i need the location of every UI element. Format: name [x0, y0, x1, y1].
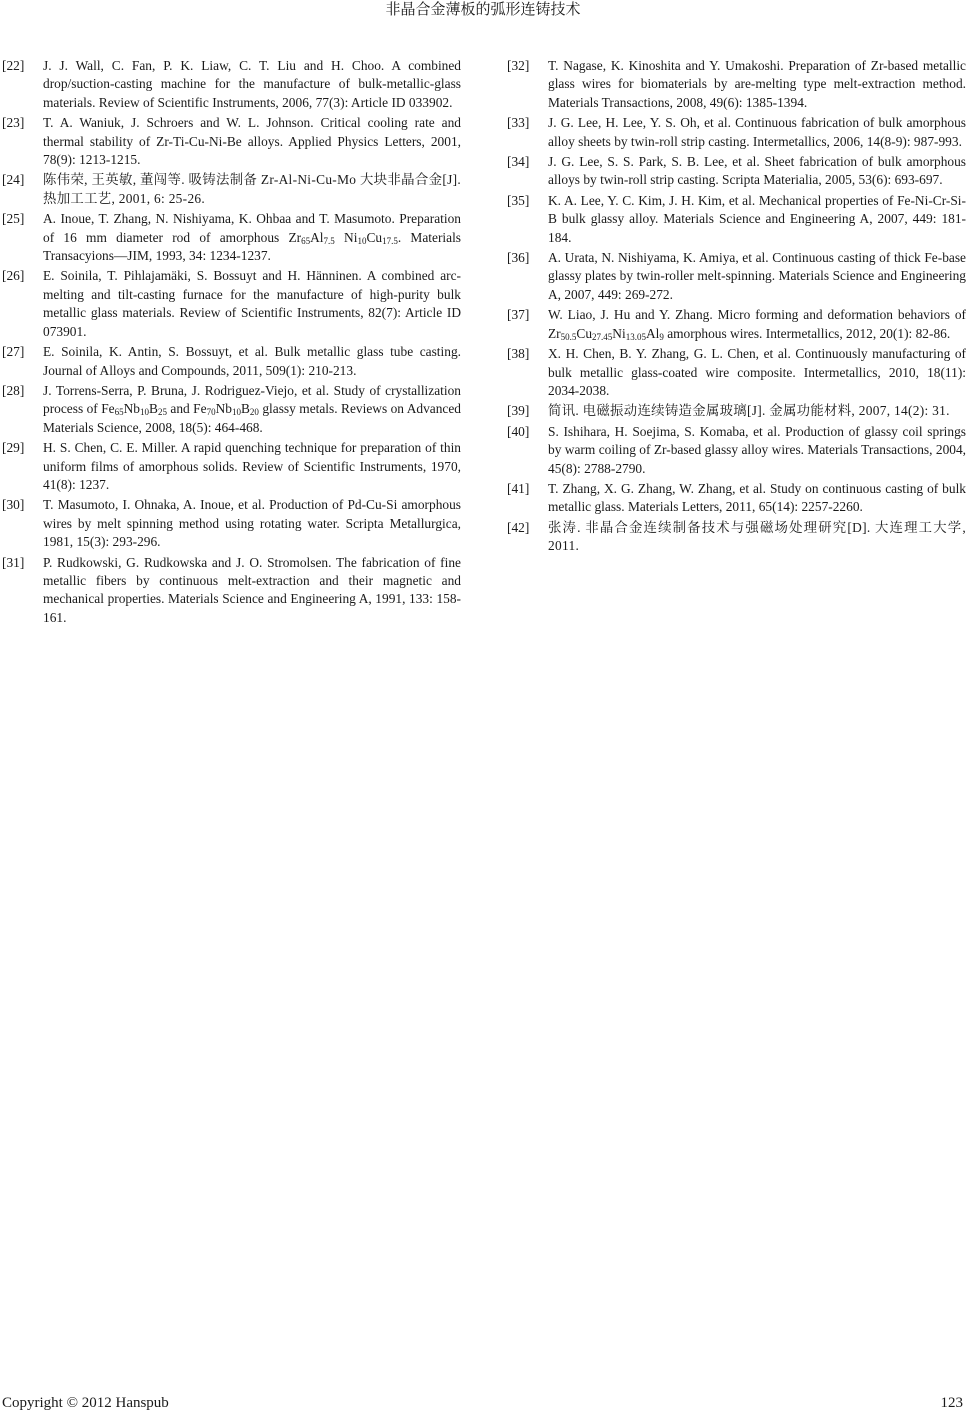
- reference-entry: [2, 496, 461, 551]
- reference-entry: [2, 210, 461, 265]
- reference-number: [23]: [2, 115, 25, 131]
- reference-entry: [2, 171, 461, 208]
- reference-text: J. G. Lee, S. S. Park, S. B. Lee, et al. Sheet fabrication of bulk amorphous alloys by twin-roll strip casting. Scripta Materialia, 2005, 53(6): 693-697.: [548, 154, 966, 188]
- reference-entry: [2, 267, 461, 341]
- references-right-column: [507, 57, 966, 558]
- reference-number: [22]: [2, 58, 25, 73]
- subscript: 10: [357, 235, 367, 246]
- reference-text: 简讯. 电磁振动连续铸造金属玻璃[J]. 金属功能材料, 2007, 14(2): 31.: [548, 403, 950, 419]
- reference-number: [31]: [2, 554, 25, 570]
- reference-number: [25]: [2, 211, 25, 227]
- reference-number: [24]: [2, 172, 25, 188]
- subscript: 70: [206, 407, 216, 418]
- reference-entry: [2, 343, 461, 380]
- reference-entry: [507, 192, 966, 247]
- reference-number: [40]: [507, 423, 530, 439]
- running-header: [0, 0, 966, 24]
- reference-text: J. J. Wall, C. Fan, P. K. Liaw, C. T. Liu and H. Choo. A combined drop/suction-casting machine for the manufacture of bulk-metallic-glass materials. Review of Scientific Instruments, 2006, 77(3): Article ID 033902.: [43, 58, 461, 110]
- reference-text: S. Ishihara, H. Soejima, S. Komaba, et al. Production of glassy coil springs by warm coiling of Zr-based glassy alloy wires. Materials Transactions, 2004, 45(8): 2788-2790.: [548, 423, 966, 476]
- reference-number: [26]: [2, 268, 25, 284]
- subscript: 9: [659, 331, 664, 342]
- footer-page-number: 123: [940, 1395, 963, 1411]
- reference-entry: [2, 114, 461, 169]
- reference-text: X. H. Chen, B. Y. Zhang, G. L. Chen, et al. Continuously manufacturing of bulk metallic glass-coated wire composite. Intermetallics, 2010, 18(11): 2034-2038.: [548, 346, 966, 398]
- reference-number: [27]: [2, 344, 25, 360]
- reference-number: [30]: [2, 497, 25, 513]
- reference-text: T. Nagase, K. Kinoshita and Y. Umakoshi. Preparation of Zr-based metallic glass wires for biomaterials by are-melting type melt-extraction method. Materials Transactions, 2008, 49(6): 1385-1394.: [548, 58, 966, 110]
- subscript: 10: [140, 407, 149, 418]
- subscript: 10: [231, 407, 241, 418]
- subscript: 17.5: [382, 235, 398, 246]
- subscript: 25: [157, 407, 167, 418]
- reference-number: [34]: [507, 154, 530, 170]
- reference-text: W. Liao, J. Hu and Y. Zhang. Micro forming and deformation behaviors of $Zr_{50.5}Cu_{27.45}Ni_{13.05}Al_9$ amorphous wires. Intermetallics, 2012, 20(1): 82-86.: [548, 307, 966, 342]
- reference-entry: [507, 423, 966, 478]
- reference-text: P. Rudkowski, G. Rudkowska and J. O. Stromolsen. The fabrication of fine metallic fibers by continuous melt-extraction and their magnetic and mechanical properties. Materials Science and Engineering A, 1991, 133: 158-161.: [43, 554, 461, 625]
- subscript: 65: [114, 407, 124, 418]
- reference-entry: [507, 345, 966, 400]
- reference-text: H. S. Chen, C. E. Miller. A rapid quenching technique for preparation of thin uniform films of amorphous solids. Review of Scientific Instruments, 1970, 41(8): 1237.: [43, 440, 461, 492]
- reference-entry: [2, 554, 461, 628]
- reference-text: 陈伟荣, 王英敏, 董闯等. 吸铸法制备 Zr-Al-Ni-Cu-Mo 大块非晶合金[J]. 热加工工艺, 2001, 6: 25-26.: [43, 172, 461, 206]
- reference-text: 张涛. 非晶合金连续制备技术与强磁场处理研究[D]. 大连理工大学, 2011.: [548, 519, 966, 554]
- reference-number: [28]: [2, 382, 25, 398]
- reference-number: [29]: [2, 440, 25, 456]
- reference-entry: [2, 382, 461, 437]
- reference-entry: [507, 153, 966, 190]
- reference-entry: [507, 519, 966, 556]
- reference-entry: [507, 249, 966, 304]
- reference-text: K. A. Lee, Y. C. Kim, J. H. Kim, et al. Mechanical properties of Fe-Ni-Cr-Si-B bulk glassy alloy. Materials Science and Engineering A, 2007, 449: 181-184.: [548, 192, 966, 245]
- reference-entry: [507, 114, 966, 151]
- reference-number: [32]: [507, 58, 530, 73]
- reference-number: [37]: [507, 307, 530, 323]
- subscript: 7.5: [323, 235, 335, 246]
- reference-entry: [2, 439, 461, 494]
- reference-text: J. Torrens-Serra, P. Bruna, J. Rodriguez-Viejo, et al. Study of crystallization process of $Fe_{65}Nb_{10}B_{25}$ and $Fe_{70}Nb_{10}B_{20}$ glassy metals. Reviews on Advanced Materials Science, 2008, 18(5): 464-468.: [43, 382, 461, 435]
- reference-number: [41]: [507, 480, 530, 496]
- reference-number: [33]: [507, 115, 530, 131]
- reference-number: [38]: [507, 346, 530, 362]
- reference-entry: [2, 57, 461, 112]
- reference-entry: [507, 306, 966, 343]
- reference-number: [35]: [507, 192, 530, 208]
- subscript: 27.45: [592, 331, 613, 342]
- reference-text: E. Soinila, T. Pihlajamäki, S. Bossuyt and H. Hänninen. A combined arc-melting and tilt-casting furnace for the manufacture of high-purity bulk metallic glass materials. Review of Scientific Instruments, 82(7): Article ID 073901.: [43, 268, 461, 339]
- reference-text: T. A. Waniuk, J. Schroers and W. L. Johnson. Critical cooling rate and thermal stability of Zr-Ti-Cu-Ni-Be alloys. Applied Physics Letters, 2001, 78(9): 1213-1215.: [43, 115, 461, 168]
- reference-number: [42]: [507, 519, 530, 535]
- reference-text: E. Soinila, K. Antin, S. Bossuyt, et al. Bulk metallic glass tube casting. Journal of Alloys and Compounds, 2011, 509(1): 210-213.: [43, 344, 461, 378]
- header-title: 非晶合金薄板的弧形连铸技术: [385, 2, 581, 18]
- subscript: 20: [249, 407, 259, 418]
- reference-entry: [507, 57, 966, 112]
- subscript: 65: [301, 235, 311, 246]
- reference-text: A. Urata, N. Nishiyama, K. Amiya, et al. Continuous casting of thick Fe-base glassy plates by twin-roller melt-spinning. Materials Science and Engineering A, 2007, 449: 269-272.: [548, 250, 966, 302]
- reference-text: J. G. Lee, H. Lee, Y. S. Oh, et al. Continuous fabrication of bulk amorphous alloy sheets by twin-roll strip casting. Intermetallics, 2006, 14(8-9): 987-993.: [548, 115, 966, 149]
- reference-text: A. Inoue, T. Zhang, N. Nishiyama, K. Ohbaa and T. Masumoto. Preparation of 16 mm diameter rod of amorphous $Zr_{65}Al_{7.5}$ $Ni_{10}Cu_{17.5}$. Materials Transacyions—JIM, 1993, 34: 1234-1237.: [43, 211, 461, 264]
- reference-number: [36]: [507, 250, 530, 266]
- reference-entry: [507, 480, 966, 517]
- reference-number: [39]: [507, 403, 530, 419]
- subscript: 50.5: [560, 331, 577, 342]
- reference-text: T. Masumoto, I. Ohnaka, A. Inoue, et al. Production of Pd-Cu-Si amorphous wires by melt spinning method using rotating water. Scripta Metallurgica, 1981, 15(3): 293-296.: [43, 497, 461, 550]
- subscript: 13.05: [625, 331, 646, 342]
- reference-text: T. Zhang, X. G. Zhang, W. Zhang, et al. Study on continuous casting of bulk metallic glass. Materials Letters, 2011, 65(14): 2257-2260.: [548, 480, 966, 515]
- references-left-column: [2, 57, 461, 629]
- reference-entry: [507, 402, 966, 420]
- footer-copyright: Copyright © 2012 Hanspub: [2, 1395, 169, 1411]
